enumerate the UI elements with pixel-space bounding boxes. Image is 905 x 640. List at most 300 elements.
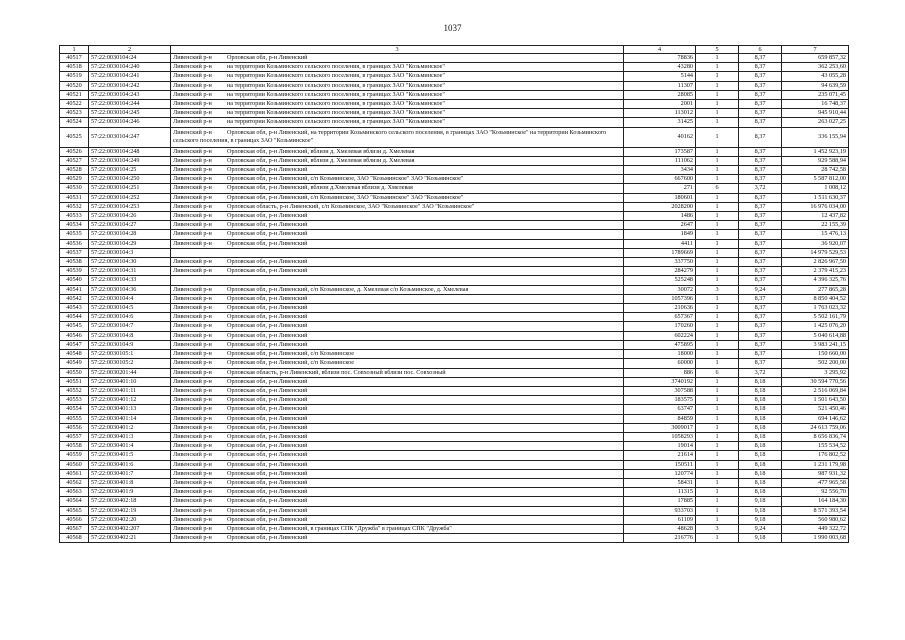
row-number: 40566 — [60, 515, 89, 524]
area-value: 120774 — [624, 469, 696, 478]
district-name: Ливенский р-н — [173, 322, 212, 330]
district-name: Ливенский р-н — [173, 432, 212, 440]
district-name: Ливенский р-н — [173, 258, 212, 266]
row-number: 40536 — [60, 239, 89, 248]
address-cell — [171, 156, 624, 165]
cadastral-value: 1 008,12 — [782, 184, 849, 193]
group-code: 1 — [696, 175, 739, 184]
district-name: Ливенский р-н — [173, 129, 212, 137]
row-number: 40560 — [60, 460, 89, 469]
location-description: Орловская обл, р-н Ливенский — [227, 423, 308, 431]
location-description: Орловская обл, р-н Ливенский, на территории Козьминского сельского поселения, в границах ЗАО "Козьминское" на территории Козьминского сельского поселения, в границах ЗАО "Козьминское" — [173, 129, 607, 145]
cadastral-number: 57:22:0030104:250 — [89, 175, 171, 184]
row-number: 40545 — [60, 322, 89, 331]
cadastral-value: 8 571 393,54 — [782, 506, 849, 515]
area-value: 84859 — [624, 414, 696, 423]
table-row — [60, 469, 849, 478]
rate-value: 8,18 — [739, 396, 782, 405]
location-description: Орловская обл, р-н Ливенский — [227, 230, 308, 238]
table-row — [60, 127, 849, 147]
group-code: 1 — [696, 506, 739, 515]
row-number: 40547 — [60, 340, 89, 349]
rate-value: 8,37 — [739, 109, 782, 118]
area-value: 18000 — [624, 350, 696, 359]
row-number: 40542 — [60, 294, 89, 303]
location-description: Орловская область, р-н Ливенский, с/п Козьминское, ЗАО "Козьминское" ЗАО "Козьминское" — [227, 202, 475, 210]
district-name: Ливенский р-н — [173, 267, 212, 275]
table-row — [60, 368, 849, 377]
address-cell — [171, 81, 624, 90]
cadastral-number: 57:22:0030401:10 — [89, 377, 171, 386]
land-registry-table — [59, 45, 849, 543]
rate-value: 8,37 — [739, 248, 782, 257]
rate-value: 8,37 — [739, 100, 782, 109]
group-code: 1 — [696, 90, 739, 99]
location-description: Орловская обл, р-н Ливенский, с/п Козьминское — [227, 359, 354, 367]
table-row — [60, 81, 849, 90]
table-row — [60, 239, 849, 248]
area-value: 28085 — [624, 90, 696, 99]
cadastral-value: 5 502 161,79 — [782, 313, 849, 322]
cadastral-value: 24 613 759,06 — [782, 423, 849, 432]
cadastral-number: 57:22:0030401:14 — [89, 414, 171, 423]
location-description: Орловская обл, р-н Ливенский — [227, 414, 308, 422]
rate-value: 8,37 — [739, 156, 782, 165]
rate-value: 8,37 — [739, 276, 782, 285]
location-description: Орловская обл, р-н Ливенский, вблизи д.Хмелевая вблизи д. Хмелевая — [227, 184, 413, 192]
rate-value: 8,18 — [739, 460, 782, 469]
cadastral-value: 263 027,25 — [782, 118, 849, 127]
column-header: 2 — [89, 46, 171, 54]
location-description: Орловская обл, р-н Ливенский — [227, 469, 308, 477]
group-code: 1 — [696, 294, 739, 303]
district-name: Ливенский р-н — [173, 175, 212, 183]
rate-value: 8,18 — [739, 442, 782, 451]
location-description: Орловская обл, р-н Ливенский — [227, 54, 308, 61]
location-description: Орловская обл, р-н Ливенский — [227, 166, 308, 174]
area-value: 210636 — [624, 304, 696, 313]
area-value: 216776 — [624, 534, 696, 543]
location-description: Орловская обл, р-н Ливенский — [227, 497, 308, 505]
location-description: Орловская обл, р-н Ливенский — [227, 515, 308, 523]
group-code: 1 — [696, 442, 739, 451]
address-cell — [171, 202, 624, 211]
group-code: 1 — [696, 414, 739, 423]
group-code: 1 — [696, 432, 739, 441]
area-value: 78836 — [624, 54, 696, 63]
address-cell — [171, 147, 624, 156]
cadastral-number: 57:22:0030104:244 — [89, 100, 171, 109]
group-code: 1 — [696, 488, 739, 497]
address-cell — [171, 166, 624, 175]
cadastral-value: 3 983 241,15 — [782, 340, 849, 349]
row-number: 40543 — [60, 304, 89, 313]
area-value: 886 — [624, 368, 696, 377]
cadastral-number: 57:22:0030401:7 — [89, 469, 171, 478]
group-code: 1 — [696, 202, 739, 211]
table-row — [60, 534, 849, 543]
cadastral-number: 57:22:0030401:6 — [89, 460, 171, 469]
address-cell — [171, 63, 624, 72]
address-cell — [171, 175, 624, 184]
location-description: на территории Козьминского сельского поселения, в границах ЗАО "Козьминское" — [227, 118, 445, 126]
area-value: 31425 — [624, 118, 696, 127]
address-cell — [171, 460, 624, 469]
table-row — [60, 340, 849, 349]
table-row — [60, 478, 849, 487]
cadastral-value: 5 587 812,00 — [782, 175, 849, 184]
table-row — [60, 285, 849, 294]
row-number: 40557 — [60, 432, 89, 441]
table-row — [60, 294, 849, 303]
row-number: 40556 — [60, 423, 89, 432]
cadastral-number: 57:22:0030104:240 — [89, 63, 171, 72]
row-number: 40522 — [60, 100, 89, 109]
address-cell — [171, 248, 624, 257]
area-value: 113012 — [624, 109, 696, 118]
rate-value: 8,37 — [739, 193, 782, 202]
area-value: 1486 — [624, 212, 696, 221]
row-number: 40530 — [60, 184, 89, 193]
rate-value: 9,24 — [739, 524, 782, 533]
district-name: Ливенский р-н — [173, 54, 212, 61]
district-name: Ливенский р-н — [173, 331, 212, 339]
cadastral-value: 659 857,32 — [782, 54, 849, 63]
district-name: Ливенский р-н — [173, 497, 212, 505]
row-number: 40558 — [60, 442, 89, 451]
group-code: 1 — [696, 396, 739, 405]
cadastral-value: 16 976 034,00 — [782, 202, 849, 211]
cadastral-number: 57:22:0030402:21 — [89, 534, 171, 543]
address-cell — [171, 497, 624, 506]
cadastral-value: 12 437,82 — [782, 212, 849, 221]
cadastral-number: 57:22:0030104:33 — [89, 276, 171, 285]
address-cell — [171, 193, 624, 202]
group-code: 1 — [696, 313, 739, 322]
district-name: Ливенский р-н — [173, 359, 212, 367]
group-code: 1 — [696, 118, 739, 127]
address-cell — [171, 239, 624, 248]
cadastral-value: 336 155,94 — [782, 127, 849, 147]
cadastral-value: 3 295,92 — [782, 368, 849, 377]
area-value: 525248 — [624, 276, 696, 285]
address-cell — [171, 212, 624, 221]
location-description: на территории Козьминского сельского поселения, в границах ЗАО "Козьминское" — [227, 109, 445, 117]
group-code: 3 — [696, 285, 739, 294]
rate-value: 9,18 — [739, 506, 782, 515]
row-number: 40550 — [60, 368, 89, 377]
address-cell — [171, 414, 624, 423]
area-value: 183575 — [624, 396, 696, 405]
rate-value: 8,37 — [739, 322, 782, 331]
row-number: 40535 — [60, 230, 89, 239]
group-code: 1 — [696, 469, 739, 478]
group-code: 1 — [696, 193, 739, 202]
table-row — [60, 515, 849, 524]
group-code: 1 — [696, 127, 739, 147]
row-number: 40564 — [60, 497, 89, 506]
rate-value: 8,18 — [739, 469, 782, 478]
location-description: Орловская обл, р-н Ливенский — [227, 294, 308, 302]
address-cell — [171, 350, 624, 359]
district-name: Ливенский р-н — [173, 313, 212, 321]
address-cell — [171, 285, 624, 294]
row-number: 40520 — [60, 81, 89, 90]
cadastral-number: 57:22:0030104:5 — [89, 304, 171, 313]
location-description: Орловская обл, р-н Ливенский — [227, 212, 308, 220]
address-cell — [171, 451, 624, 460]
area-value: 2028200 — [624, 202, 696, 211]
location-description: Орловская обл, р-н Ливенский — [227, 506, 308, 514]
table-row — [60, 184, 849, 193]
district-name: Ливенский р-н — [173, 193, 212, 201]
address-cell — [171, 118, 624, 127]
cadastral-number: 57:22:0030401:13 — [89, 405, 171, 414]
area-value: 1789669 — [624, 248, 696, 257]
district-name: Ливенский р-н — [173, 414, 212, 422]
district-name: Ливенский р-н — [173, 239, 212, 247]
address-cell — [171, 524, 624, 533]
table-row — [60, 405, 849, 414]
cadastral-number: 57:22:0030104:251 — [89, 184, 171, 193]
district-name: Ливенский р-н — [173, 368, 212, 376]
cadastral-number: 57:22:0030104:31 — [89, 267, 171, 276]
cadastral-value: 521 450,46 — [782, 405, 849, 414]
rate-value: 8,18 — [739, 377, 782, 386]
cadastral-value: 176 802,52 — [782, 451, 849, 460]
cadastral-number: 57:22:0030104:246 — [89, 118, 171, 127]
district-name: Ливенский р-н — [173, 304, 212, 312]
table-row — [60, 147, 849, 156]
district-name: Ливенский р-н — [173, 524, 212, 532]
location-description: Орловская обл, р-н Ливенский — [227, 331, 308, 339]
cadastral-value: 22 155,39 — [782, 221, 849, 230]
address-cell — [171, 534, 624, 543]
cadastral-number: 57:22:0030104:30 — [89, 258, 171, 267]
rate-value: 8,18 — [739, 414, 782, 423]
area-value: 2001 — [624, 100, 696, 109]
location-description: на территории Козьминского сельского поселения, в границах ЗАО "Козьминское" — [227, 81, 445, 89]
cadastral-value: 94 639,59 — [782, 81, 849, 90]
cadastral-number: 57:22:0030402:18 — [89, 497, 171, 506]
group-code: 1 — [696, 147, 739, 156]
group-code: 1 — [696, 72, 739, 81]
district-name: Ливенский р-н — [173, 221, 212, 229]
location-description: Орловская обл, р-н Ливенский, вблизи д. Хмелевая вблизи д. Хмелевая — [227, 156, 415, 164]
location-description: Орловская обл, р-н Ливенский — [227, 304, 308, 312]
district-name: Ливенский р-н — [173, 109, 212, 117]
area-value: 58431 — [624, 478, 696, 487]
rate-value: 8,37 — [739, 221, 782, 230]
district-name: Ливенский р-н — [173, 396, 212, 404]
row-number: 40565 — [60, 506, 89, 515]
rate-value: 8,37 — [739, 202, 782, 211]
cadastral-value: 28 742,58 — [782, 166, 849, 175]
group-code: 1 — [696, 331, 739, 340]
address-cell — [171, 340, 624, 349]
cadastral-number: 57:22:0030402:19 — [89, 506, 171, 515]
location-description: Орловская область, р-н Ливенский, вблизи пос. Совхозный вблизи пос. Совхозный — [227, 368, 446, 376]
cadastral-value: 1 425 076,20 — [782, 322, 849, 331]
column-header: 7 — [782, 46, 849, 54]
group-code: 1 — [696, 451, 739, 460]
district-name: Ливенский р-н — [173, 202, 212, 210]
table-row — [60, 488, 849, 497]
cadastral-value: 92 556,70 — [782, 488, 849, 497]
cadastral-number: 57:22:0030104:249 — [89, 156, 171, 165]
cadastral-value: 2 379 415,23 — [782, 267, 849, 276]
group-code: 1 — [696, 377, 739, 386]
area-value: 475895 — [624, 340, 696, 349]
address-cell — [171, 221, 624, 230]
cadastral-number: 57:22:0030104:241 — [89, 72, 171, 81]
cadastral-number: 57:22:0030104:29 — [89, 239, 171, 248]
rate-value: 8,37 — [739, 313, 782, 322]
group-code: 1 — [696, 267, 739, 276]
district-name: Ливенский р-н — [173, 81, 212, 89]
cadastral-number: 57:22:0030201:44 — [89, 368, 171, 377]
district-name: Ливенский р-н — [173, 386, 212, 394]
location-description: Орловская обл, р-н Ливенский — [227, 258, 308, 266]
rate-value: 8,37 — [739, 147, 782, 156]
row-number: 40526 — [60, 147, 89, 156]
rate-value: 8,37 — [739, 81, 782, 90]
row-number: 40551 — [60, 377, 89, 386]
cadastral-number: 57:22:0030401:3 — [89, 432, 171, 441]
district-name: Ливенский р-н — [173, 285, 212, 293]
row-number: 40555 — [60, 414, 89, 423]
address-cell — [171, 515, 624, 524]
address-cell — [171, 127, 624, 147]
rate-value: 9,18 — [739, 515, 782, 524]
row-number: 40549 — [60, 359, 89, 368]
area-value: 11315 — [624, 488, 696, 497]
cadastral-value: 15 476,13 — [782, 230, 849, 239]
cadastral-value: 155 534,52 — [782, 442, 849, 451]
group-code: 1 — [696, 81, 739, 90]
cadastral-value: 502 200,00 — [782, 359, 849, 368]
table-row — [60, 72, 849, 81]
location-description: Орловская обл, р-н Ливенский — [227, 460, 308, 468]
district-name: Ливенский р-н — [173, 423, 212, 431]
row-number: 40529 — [60, 175, 89, 184]
cadastral-value: 929 588,94 — [782, 156, 849, 165]
area-value: 657367 — [624, 313, 696, 322]
table-row — [60, 386, 849, 395]
cadastral-value: 945 910,44 — [782, 109, 849, 118]
location-description: Орловская обл, р-н Ливенский — [227, 313, 308, 321]
row-number: 40567 — [60, 524, 89, 533]
table-row — [60, 109, 849, 118]
location-description: Орловская обл, р-н Ливенский — [227, 239, 308, 247]
rate-value: 8,37 — [739, 340, 782, 349]
cadastral-number: 57:22:0030104:26 — [89, 212, 171, 221]
location-description: Орловская обл, р-н Ливенский — [227, 488, 308, 496]
rate-value: 8,37 — [739, 258, 782, 267]
location-description: Орловская обл, р-н Ливенский, в границах СПК "Дружба" в границах СПК "Дружба" — [227, 524, 452, 532]
area-value: 43280 — [624, 63, 696, 72]
address-cell — [171, 72, 624, 81]
district-name: Ливенский р-н — [173, 230, 212, 238]
location-description: Орловская обл, р-н Ливенский — [227, 442, 308, 450]
location-description: Орловская обл, р-н Ливенский — [227, 267, 308, 275]
rate-value: 8,37 — [739, 118, 782, 127]
table-row — [60, 212, 849, 221]
row-number: 40540 — [60, 276, 89, 285]
rate-value: 8,18 — [739, 423, 782, 432]
rate-value: 8,37 — [739, 230, 782, 239]
address-cell — [171, 313, 624, 322]
district-name: Ливенский р-н — [173, 166, 212, 174]
area-value: 271 — [624, 184, 696, 193]
cadastral-number: 57:22:0030401:5 — [89, 451, 171, 460]
location-description: Орловская обл, р-н Ливенский — [227, 451, 308, 459]
column-header: 6 — [739, 46, 782, 54]
cadastral-number: 57:22:0030104:36 — [89, 285, 171, 294]
table-row — [60, 423, 849, 432]
table-row — [60, 276, 849, 285]
row-number: 40531 — [60, 193, 89, 202]
address-cell — [171, 432, 624, 441]
address-cell — [171, 294, 624, 303]
rate-value: 8,37 — [739, 212, 782, 221]
address-cell — [171, 359, 624, 368]
district-name: Ливенский р-н — [173, 469, 212, 477]
address-cell — [171, 469, 624, 478]
district-name: Ливенский р-н — [173, 451, 212, 459]
row-number: 40548 — [60, 350, 89, 359]
address-cell — [171, 331, 624, 340]
cadastral-value: 362 253,60 — [782, 63, 849, 72]
row-number: 40527 — [60, 156, 89, 165]
district-name: Ливенский р-н — [173, 118, 212, 126]
row-number: 40523 — [60, 109, 89, 118]
cadastral-number: 57:22:0030401:2 — [89, 423, 171, 432]
district-name: Ливенский р-н — [173, 90, 212, 98]
row-number: 40517 — [60, 54, 89, 63]
address-cell — [171, 276, 624, 285]
group-code: 1 — [696, 239, 739, 248]
row-number: 40533 — [60, 212, 89, 221]
location-description: Орловская обл, р-н Ливенский, с/п Козьминское — [227, 350, 354, 358]
address-cell — [171, 267, 624, 276]
rate-value: 3,72 — [739, 368, 782, 377]
district-name: Ливенский р-н — [173, 405, 212, 413]
district-name: Ливенский р-н — [173, 460, 212, 468]
area-value: 2647 — [624, 221, 696, 230]
table-row — [60, 497, 849, 506]
table-header-row — [60, 46, 849, 54]
district-name: Ливенский р-н — [173, 534, 212, 542]
cadastral-number: 57:22:0030104:8 — [89, 331, 171, 340]
cadastral-number: 57:22:0030104:252 — [89, 193, 171, 202]
location-description: Орловская обл, р-н Ливенский — [227, 221, 308, 229]
cadastral-number: 57:22:0030104:7 — [89, 322, 171, 331]
row-number: 40528 — [60, 166, 89, 175]
table-row — [60, 396, 849, 405]
location-description: Орловская обл, р-н Ливенский — [227, 432, 308, 440]
rate-value: 8,37 — [739, 267, 782, 276]
table-row — [60, 100, 849, 109]
cadastral-value: 277 865,28 — [782, 285, 849, 294]
cadastral-value: 2 826 967,50 — [782, 258, 849, 267]
table-row — [60, 313, 849, 322]
address-cell — [171, 100, 624, 109]
table-row — [60, 202, 849, 211]
group-code: 3 — [696, 524, 739, 533]
table-row — [60, 248, 849, 257]
rate-value: 8,37 — [739, 304, 782, 313]
